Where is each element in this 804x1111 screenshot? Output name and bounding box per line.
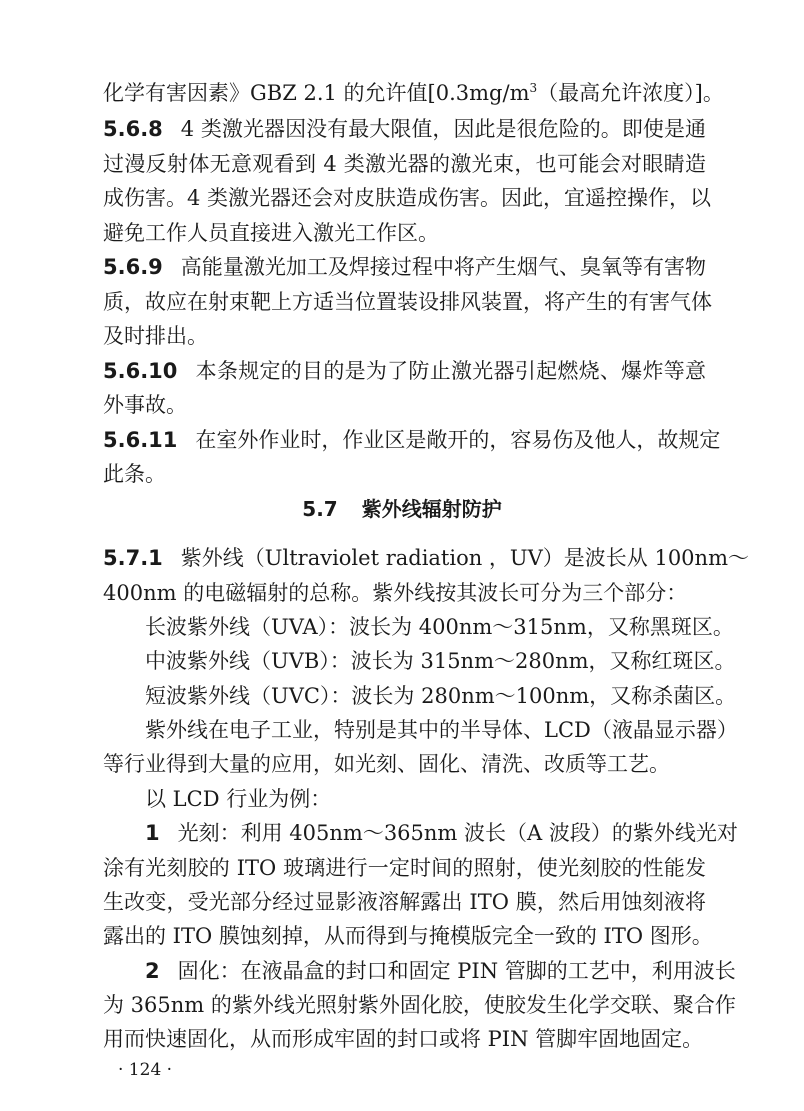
clause-number: 5.6.9 — [103, 255, 163, 279]
section-title: 紫外线辐射防护 — [361, 497, 502, 521]
text-line: 紫外线在电子工业，特别是其中的半导体、LCD（液晶显示器） — [145, 718, 738, 742]
text-line: 为 365nm 的紫外线光照射紫外固化胶，使胶发生化学交联、聚合作 — [103, 993, 736, 1017]
text-line: 避免工作人员直接进入激光工作区。 — [103, 221, 439, 245]
item-number: 2 — [145, 959, 160, 983]
clause-5-7-1: 5.7.1 紫外线（Ultraviolet radiation ，UV）是波长从 100nm～ — [103, 546, 749, 570]
superscript: 3 — [529, 81, 538, 95]
clause-number: 5.6.11 — [103, 428, 178, 452]
text-line: 涂有光刻胶的 ITO 玻璃进行一定时间的照射，使光刻胶的性能发 — [103, 856, 706, 880]
text-line: 质，故应在射束靶上方适当位置装设排风装置，将产生的有害气体 — [103, 290, 712, 314]
section-heading — [0, 494, 804, 524]
clause-5-6-10: 5.6.10 本条规定的目的是为了防止激光器引起燃烧、爆炸等意 — [103, 359, 706, 383]
list-item-1: 1 光刻：利用 405nm～365nm 波长（A 波段）的紫外线光对 — [145, 821, 738, 845]
clause-5-6-9: 5.6.9 高能量激光加工及焊接过程中将产生烟气、臭氧等有害物 — [103, 255, 706, 279]
item-number: 1 — [145, 821, 160, 845]
text-line: 及时排出。 — [103, 324, 208, 348]
list-item-2: 2 固化：在液晶盒的封口和固定 PIN 管脚的工艺中，利用波长 — [145, 959, 736, 983]
clause-number: 5.6.10 — [103, 359, 178, 383]
text-line: 此条。 — [103, 462, 166, 486]
page-number: · 124 · — [118, 1060, 173, 1080]
clause-5-6-8: 5.6.8 4 类激光器因没有最大限值，因此是很危险的。即使是通 — [103, 117, 706, 141]
text-line: 以 LCD 行业为例： — [145, 787, 332, 811]
clause-number: 5.6.8 — [103, 117, 163, 141]
text-line: 长波紫外线（UVA）：波长为 400nm～315nm，又称黑斑区。 — [145, 615, 734, 639]
text-line: 400nm 的电磁辐射的总称。紫外线按其波长可分为三个部分： — [103, 581, 688, 605]
clause-number: 5.7.1 — [103, 546, 163, 570]
text-line: 化学有害因素》GBZ 2.1 的允许值[$0.3mg/m^3$（最高允许浓度）]。 — [103, 81, 724, 105]
text-line: 生改变，受光部分经过显影液溶解露出 ITO 膜，然后用蚀刻液将 — [103, 890, 706, 914]
text-line: 露出的 ITO 膜蚀刻掉，从而得到与掩模版完全一致的 ITO 图形。 — [103, 924, 713, 948]
text-line: 过漫反射体无意观看到 4 类激光器的激光束，也可能会对眼睛造 — [103, 152, 706, 176]
text-line: 外事故。 — [103, 393, 187, 417]
text-line: 用而快速固化，从而形成牢固的封口或将 PIN 管脚牢固地固定。 — [103, 1027, 704, 1051]
section-number: 5.7 — [302, 497, 338, 521]
text-line: 中波紫外线（UVB）：波长为 315nm～280nm，又称红斑区。 — [145, 649, 736, 673]
clause-5-6-11: 5.6.11 在室外作业时，作业区是敞开的，容易伤及他人，故规定 — [103, 428, 721, 452]
text-line: 等行业得到大量的应用，如光刻、固化、清洗、改质等工艺。 — [103, 752, 670, 776]
text-line: 成伤害。4 类激光器还会对皮肤造成伤害。因此，宜遥控操作，以 — [103, 186, 712, 210]
text-line: 短波紫外线（UVC）：波长为 280nm～100nm，又称杀菌区。 — [145, 684, 737, 708]
